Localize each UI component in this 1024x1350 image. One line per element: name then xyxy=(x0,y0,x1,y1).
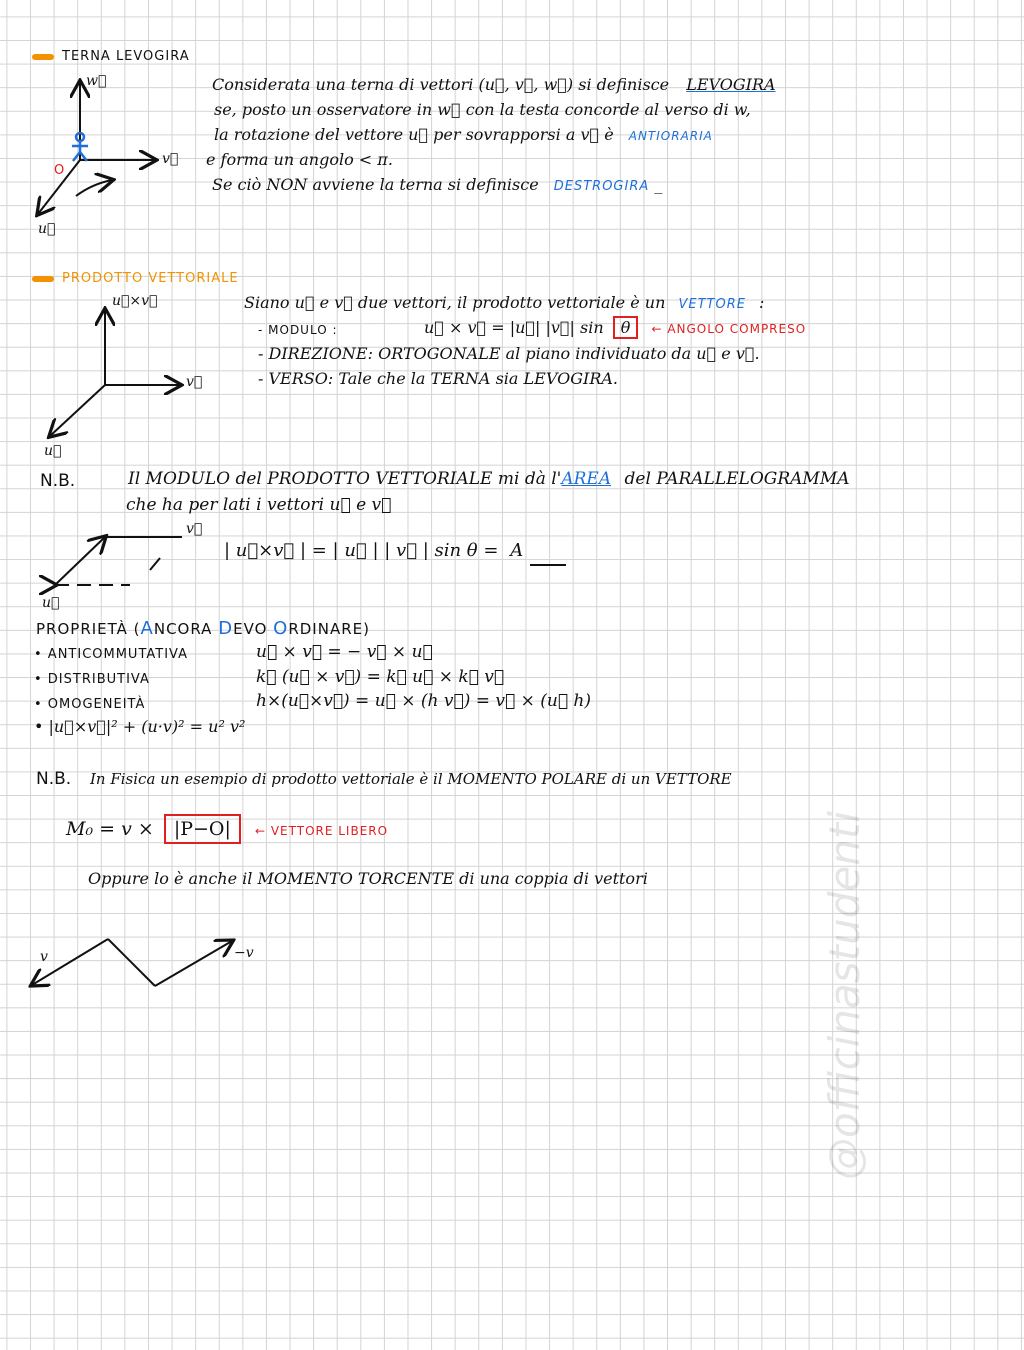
parallelogram-figure xyxy=(55,537,182,585)
text: PROPRIETÀ ( xyxy=(36,620,141,638)
mnemonic-d: D xyxy=(218,618,234,639)
vettore-libero-note: ← VETTORE LIBERO xyxy=(254,824,389,838)
coppia-figure xyxy=(32,939,232,986)
prop-formula-0: u⃗ × v⃗ = − v⃗ × u⃗ xyxy=(256,642,433,662)
proprieta-title xyxy=(36,620,370,638)
levogira-word: LEVOGIRA xyxy=(686,75,776,94)
label-u2: u⃗ xyxy=(44,443,62,459)
text: | u⃗×v⃗ | = | u⃗ | | v⃗ | sin θ = xyxy=(224,540,499,561)
orange-highlight-mark xyxy=(32,54,54,60)
label-u3: u⃗ xyxy=(42,595,60,611)
terna-line-1 xyxy=(212,76,776,94)
prop-name-2: • OMOGENEITÀ xyxy=(34,697,146,712)
label-origin: O xyxy=(54,163,65,178)
nb2-label: N.B. xyxy=(36,769,72,789)
text: del PARALLELOGRAMMA xyxy=(624,469,850,489)
text: u⃗ × v⃗ = |u⃗| |v⃗| sin xyxy=(424,318,604,337)
text: RDINARE) xyxy=(288,620,370,638)
area-symbol: A xyxy=(510,540,524,561)
destrogira-word: DESTROGIRA xyxy=(553,179,650,194)
terna-line-5 xyxy=(212,176,662,196)
watermark: @officinastudenti xyxy=(820,810,869,1180)
label-uxv: u⃗×v⃗ xyxy=(112,293,158,309)
verso-line: - VERSO: Tale che la TERNA sia LEVOGIRA. xyxy=(258,369,619,388)
nb1-line1 xyxy=(128,470,850,488)
antioraria-word: ANTIORARIA xyxy=(628,129,713,143)
text: NCORA xyxy=(153,620,219,638)
label-v2: v⃗ xyxy=(186,374,203,390)
label-v-coppia: v xyxy=(40,949,48,965)
text: _ xyxy=(654,175,663,194)
label-w: w⃗ xyxy=(86,73,107,89)
angolo-compreso-note: ← ANGOLO COMPRESO xyxy=(651,322,807,336)
label-v: v⃗ xyxy=(162,151,179,167)
text: Considerata una terna di vettori (u⃗, v⃗, w⃗) si definisce xyxy=(212,75,670,94)
text: la rotazione del vettore u⃗ per sovrapporsi a v⃗ è xyxy=(214,125,614,144)
prop-name-3: • |u⃗×v⃗|² + (u·v)² = u² v² xyxy=(34,717,246,736)
prodotto-vettoriale-figure xyxy=(50,310,180,436)
terna-line-4: e forma un angolo < π. xyxy=(206,150,393,169)
prop-name-1: • DISTRIBUTIVA xyxy=(34,672,150,687)
text: Se ciò NON avviene la terna si definisce xyxy=(212,175,539,194)
text: M₀ = v × xyxy=(66,818,154,840)
direzione-line: - DIREZIONE: ORTOGONALE al piano individuato da u⃗ e v⃗. xyxy=(258,344,760,363)
text: EVO xyxy=(233,620,274,638)
vettore-word: VETTORE xyxy=(678,297,746,312)
terna-line-3 xyxy=(214,126,713,145)
orange-highlight-mark xyxy=(32,276,54,282)
text: Il MODULO del PRODOTTO VETTORIALE mi dà l' xyxy=(128,469,562,489)
nb1-line2: che ha per lati i vettori u⃗ e v⃗ xyxy=(126,495,392,515)
area-formula xyxy=(224,542,523,560)
prodotto-intro xyxy=(244,294,764,314)
section-title-terna: TERNA LEVOGIRA xyxy=(32,48,190,66)
area-word: AREA xyxy=(561,469,612,489)
text: Siano u⃗ e v⃗ due vettori, il prodotto vettoriale è un xyxy=(244,293,666,312)
terna-levogira-figure xyxy=(38,82,155,214)
label-minus-v-coppia: −v xyxy=(234,945,254,961)
momento-formula xyxy=(66,820,388,840)
label-u: u⃗ xyxy=(38,221,56,237)
p-minus-o-boxed: |P−O| xyxy=(164,814,241,844)
nb1-label: N.B. xyxy=(40,471,76,491)
terna-line-2: se, posto un osservatore in w⃗ con la testa concorde al verso di w, xyxy=(214,100,751,119)
prop-formula-2: h×(u⃗×v⃗) = u⃗ × (h v⃗) = v⃗ × (u⃗ h) xyxy=(256,691,592,711)
theta-boxed: θ xyxy=(613,316,639,339)
prop-formula-1: k⃗ (u⃗ × v⃗) = k⃗ u⃗ × k⃗ v⃗ xyxy=(256,667,505,687)
nb2-line2: Oppure lo è anche il MOMENTO TORCENTE di una coppia di vettori xyxy=(88,869,648,888)
mnemonic-a: A xyxy=(140,618,154,639)
modulo-formula xyxy=(424,319,806,338)
mnemonic-o: O xyxy=(273,618,289,639)
text: : xyxy=(759,293,765,312)
label-v3: v⃗ xyxy=(186,521,203,537)
modulo-label: - MODULO : xyxy=(258,323,338,337)
rotation-arrow xyxy=(76,180,112,196)
nb2-line1: In Fisica un esempio di prodotto vettoriale è il MOMENTO POLARE di un VETTORE xyxy=(90,770,732,788)
prop-name-0: • ANTICOMMUTATIVA xyxy=(34,647,188,662)
section-title-prodotto: PRODOTTO VETTORIALE xyxy=(32,270,239,288)
